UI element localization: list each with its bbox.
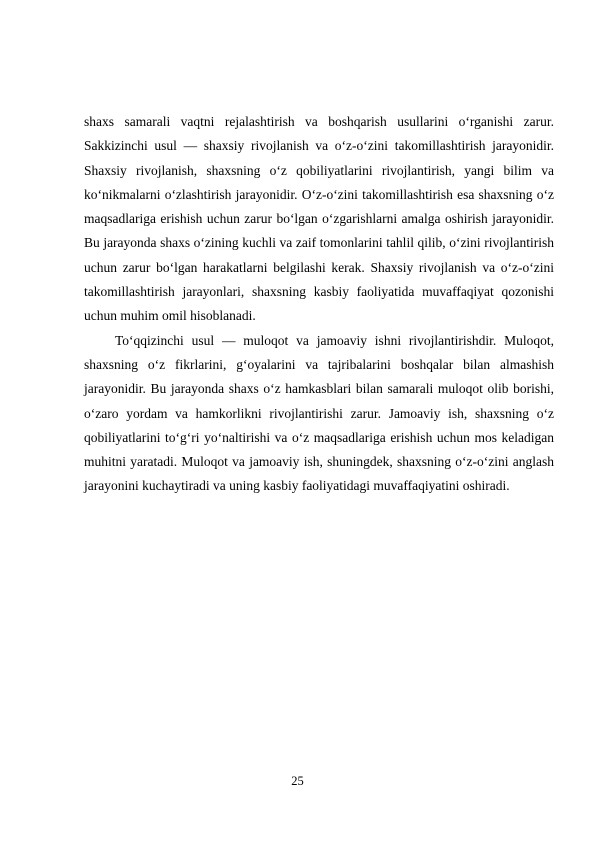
body-text [84, 110, 554, 499]
paragraph-continuation: shaxs samarali vaqtni rejalashtirish va boshqarish usullarini o‘rganishi zarur. Sakkizinchi usul — shaxsiy rivojlanish va o‘z-o‘zini takomillashtirish jarayonidir. Shaxsiy rivojlanish, shaxsning o‘z qobiliyatlarini rivojlantirish, yangi bilim va ko‘nikmalarni o‘zlashtirish jarayonidir. O‘z-o‘zini takomillashtirish esa shaxsning o‘z maqsadlariga erishish uchun zarur bo‘lgan o‘zgarishlarni amalga oshirish jarayonidir. Bu jarayonda shaxs o‘zining kuchli va zaif tomonlarini tahlil qilib, o‘zini rivojlantirish uchun zarur bo‘lgan harakatlarni belgilashi kerak. Shaxsiy rivojlanish va o‘z-o‘zini takomillashtirish jarayonlari, shaxsning kasbiy faoliyatida muvaffaqiyat qozonishi uchun muhim omil hisoblanadi. [84, 114, 554, 324]
paragraph-ninth-method: To‘qqizinchi usul — muloqot va jamoaviy ishni rivojlantirishdir. Muloqot, shaxsning o‘z fikrlarini, g‘oyalarini va tajribalarini boshqalar bilan almashish jarayonidir. Bu jarayonda shaxs o‘z hamkasblari bilan samarali muloqot olib borishi, o‘zaro yordam va hamkorlikni rivojlantirishi zarur. Jamoaviy ish, shaxsning o‘z qobiliyatlarini to‘g‘ri yo‘naltirishi va o‘z maqsadlariga erishish uchun mos keladigan muhitni yaratadi. Muloqot va jamoaviy ish, shuningdek, shaxsning o‘z-o‘zini anglash jarayonini kuchaytiradi va uning kasbiy faoliyatidagi muvaffaqiyatini oshiradi. [84, 332, 554, 494]
page-number: 25 [291, 774, 304, 788]
